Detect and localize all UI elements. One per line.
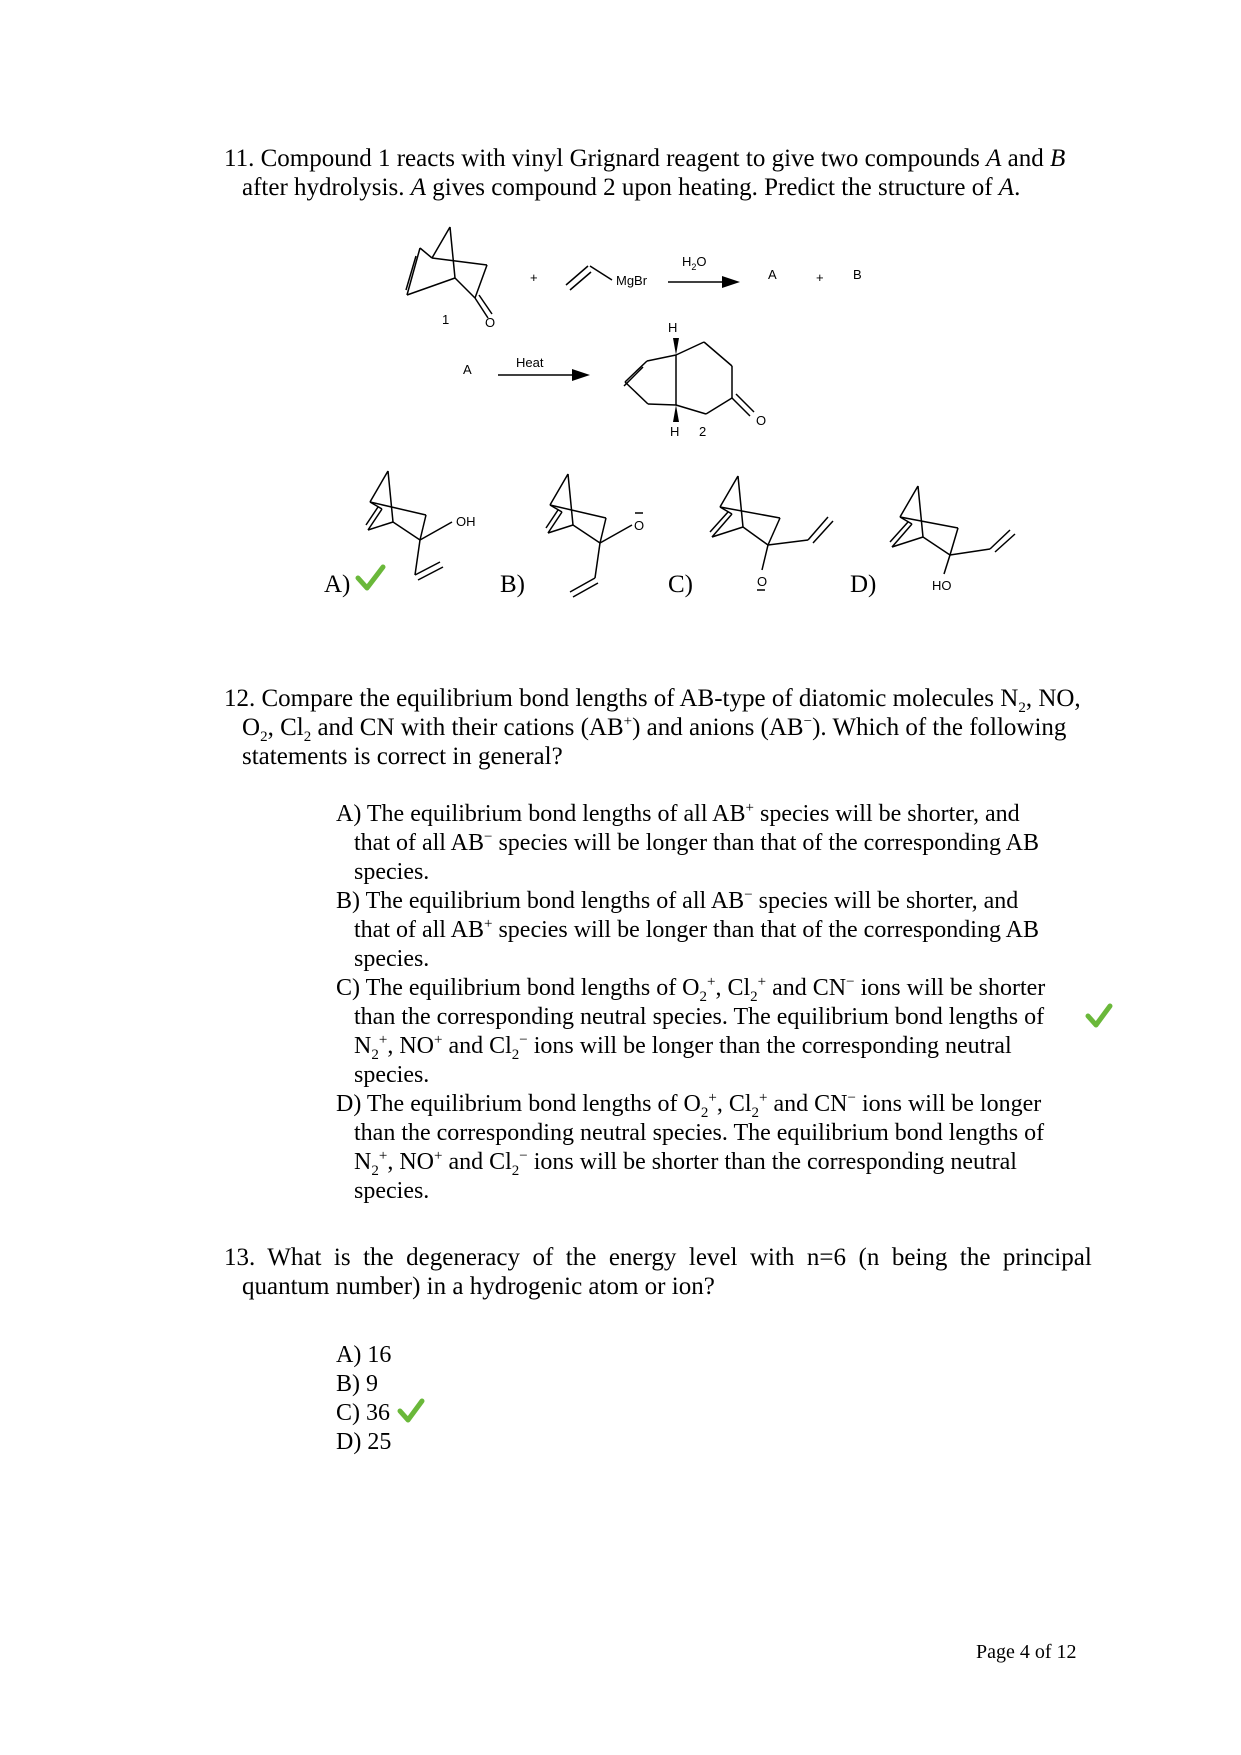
q12-option-c: C) The equilibrium bond lengths of $O_2^+$, $Cl_2^+$ and CN− ions will be shorter than the corresponding neutral species. The equilibrium bond lengths of $N_2^+$, NO+ and $Cl_2^-$ ions will be longer than the corresponding neutral species.: [336, 974, 1046, 1088]
q12-options: [336, 800, 1136, 1206]
h-bottom-label: H: [670, 424, 680, 439]
option-b-structure: [546, 474, 632, 597]
q12-option-d: D) The equilibrium bond lengths of $O_2^+$, $Cl_2^+$ and CN− ions will be longer than the corresponding neutral species. The equilibrium bond lengths of $N_2^+$, NO+ and $Cl_2^-$ ions will be shorter than the corresponding neutral species.: [336, 1090, 1045, 1204]
q11-reaction-scheme: [0, 0, 1241, 620]
q13-option-c: C) 36: [336, 1400, 390, 1426]
heat-label: Heat: [516, 355, 544, 370]
plus-sign: +: [530, 270, 538, 285]
q13-option-d: D) 25: [336, 1429, 392, 1455]
reaction-arrow-2: [498, 369, 590, 381]
product-a-label: A: [768, 267, 777, 282]
q13-option-c-check-icon: [396, 1397, 426, 1425]
q11-option-d-label: D): [850, 571, 877, 598]
option-d-structure: [890, 486, 1015, 574]
compound-2-label: 2: [699, 424, 707, 439]
q12-text: [224, 684, 1124, 771]
compound-1-label: 1: [442, 312, 450, 327]
compound-1-structure: [406, 227, 492, 318]
option-c-structure: [710, 476, 833, 570]
q13-line1: 13. What is the degeneracy of the energy level with n=6 (n being the principal: [224, 1244, 1092, 1271]
q12-line2: $O_2$, $Cl_2$ and CN with their cations (AB+) and anions (AB−). Which of the following: [242, 713, 1067, 745]
reaction-arrow-1: [668, 276, 740, 288]
vinyl-grignard-structure: [566, 266, 612, 290]
q13-options: [336, 1341, 391, 1457]
h-top-label: H: [668, 320, 678, 335]
h2o-label: $H_2O$: [682, 254, 707, 272]
option-a-oh: OH: [456, 514, 476, 529]
option-a-check-icon: [358, 567, 383, 588]
compound-2-oxygen: O: [756, 413, 767, 428]
q12-option-b: B) The equilibrium bond lengths of all AB− species will be shorter, and that of all AB+ species will be longer than that of the corresponding AB species.: [336, 887, 1039, 972]
q11-option-b-label: B): [500, 571, 525, 598]
q12-option-a: A) The equilibrium bond lengths of all AB+ species will be shorter, and that of all AB− species will be longer than that of the corresponding AB species.: [336, 800, 1039, 885]
q13-option-a: A) 16: [336, 1342, 392, 1368]
product-b-label: B: [853, 267, 862, 282]
q12-line1: 12. Compare the equilibrium bond lengths of AB-type of diatomic molecules $N_2$, NO,: [224, 685, 1081, 716]
q12-line3: statements is correct in general?: [242, 743, 563, 770]
plus-sign-2: +: [816, 270, 824, 285]
q12-option-c-check-icon: [1084, 1002, 1114, 1030]
compound-2-structure: [624, 338, 754, 422]
q11-line1: 11. Compound 1 reacts with vinyl Grignard reagent to give two compounds A and B: [224, 145, 1066, 172]
option-b-oxygen: O: [634, 518, 645, 533]
option-c-oxygen: O: [757, 574, 768, 589]
mgbr-label: MgBr: [616, 273, 648, 288]
q13-line2: quantum number) in a hydrogenic atom or ion?: [242, 1273, 715, 1300]
q11-option-c-label: C): [668, 571, 693, 598]
q11-line2: after hydrolysis. A gives compound 2 upon heating. Predict the structure of A.: [242, 174, 1021, 201]
q13-option-b: B) 9: [336, 1371, 378, 1397]
q13-text: [224, 1243, 1092, 1301]
option-d-ho: HO: [932, 578, 952, 593]
compound-1-oxygen: O: [485, 315, 496, 330]
q11-option-a-label: A): [324, 571, 351, 598]
page-number: Page 4 of 12: [976, 1641, 1077, 1663]
option-a-structure: [366, 471, 452, 580]
reactant-a-label: A: [463, 362, 472, 377]
